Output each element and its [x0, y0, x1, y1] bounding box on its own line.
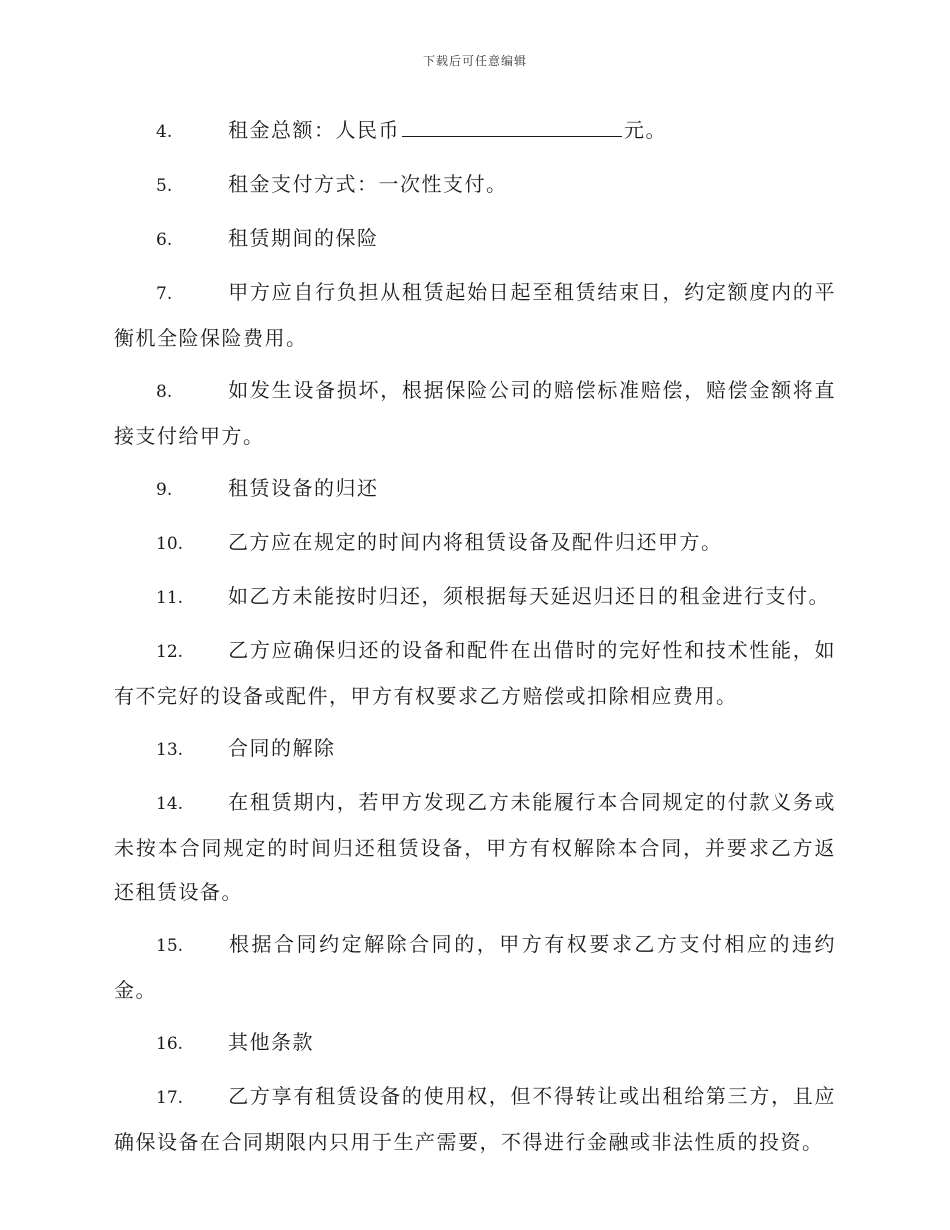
- clause-14: [114, 780, 836, 914]
- clause-number: 9.: [156, 480, 173, 500]
- clause-text: 根据合同约定解除合同的，甲方有权要求乙方支付相应的违约金。: [114, 932, 836, 1002]
- clause-text: 合同的解除: [228, 736, 336, 760]
- clause-12: [114, 628, 836, 718]
- clause-number: 12.: [156, 642, 184, 662]
- clause-number: 10.: [156, 534, 184, 554]
- clause-text: 乙方享有租赁设备的使用权，但不得转让或出租给第三方，且应确保设备在合同期限内只用于生产需要，不得进行金融或非法性质的投资。: [114, 1084, 836, 1154]
- clause-number: 11.: [156, 588, 184, 608]
- clause-number: 15.: [156, 936, 184, 956]
- clause-text: 如乙方未能按时归还，须根据每天延迟归还日的租金进行支付。: [228, 584, 830, 608]
- clause-text: 乙方应确保归还的设备和配件在出借时的完好性和技术性能，如有不完好的设备或配件，甲方有权要求乙方赔偿或扣除相应费用。: [114, 638, 836, 708]
- clause-17: [114, 1074, 836, 1164]
- clause-number: 13.: [156, 740, 184, 760]
- clause-text: 如发生设备损坏，根据保险公司的赔偿标准赔偿，赔偿金额将直接支付给甲方。: [114, 378, 836, 448]
- clause-number: 7.: [156, 284, 173, 304]
- clause-text: 在租赁期内，若甲方发现乙方未能履行本合同规定的付款义务或未按本合同规定的时间归还租赁设备，甲方有权解除本合同，并要求乙方返还租赁设备。: [114, 790, 836, 904]
- clause-9: [114, 466, 836, 512]
- clause-number: 14.: [156, 794, 184, 814]
- page-header-note: 下载后可任意编辑: [422, 54, 527, 68]
- clause-6: [114, 216, 836, 262]
- clause-number: 5.: [156, 176, 173, 196]
- clause-number: 6.: [156, 230, 173, 250]
- clause-text: 租赁期间的保险: [228, 226, 379, 250]
- clause-text: 租金支付方式：一次性支付。: [228, 172, 508, 196]
- clause-11: [114, 574, 836, 620]
- clause-8: [114, 368, 836, 458]
- clause-number: 17.: [156, 1088, 184, 1108]
- clause-number: 16.: [156, 1034, 184, 1054]
- clause-13: [114, 726, 836, 772]
- document-body: [114, 108, 836, 1172]
- clause-10: [114, 520, 836, 566]
- clause-text: 租赁设备的归还: [228, 476, 379, 500]
- clause-4: [114, 108, 836, 154]
- clause-text: 租金总额：人民币: [228, 118, 400, 142]
- clause-number: 8.: [156, 382, 173, 402]
- clause-5: [114, 162, 836, 208]
- clause-7: [114, 270, 836, 360]
- amount-blank-field[interactable]: [402, 108, 622, 137]
- clause-16: [114, 1020, 836, 1066]
- clause-text: 甲方应自行负担从租赁起始日起至租赁结束日，约定额度内的平衡机全险保险费用。: [114, 280, 836, 350]
- clause-number: 4.: [156, 122, 173, 142]
- clause-text-suffix: 元。: [624, 118, 667, 142]
- clause-text: 乙方应在规定的时间内将租赁设备及配件归还甲方。: [228, 530, 723, 554]
- clause-15: [114, 922, 836, 1012]
- clause-text: 其他条款: [228, 1030, 314, 1054]
